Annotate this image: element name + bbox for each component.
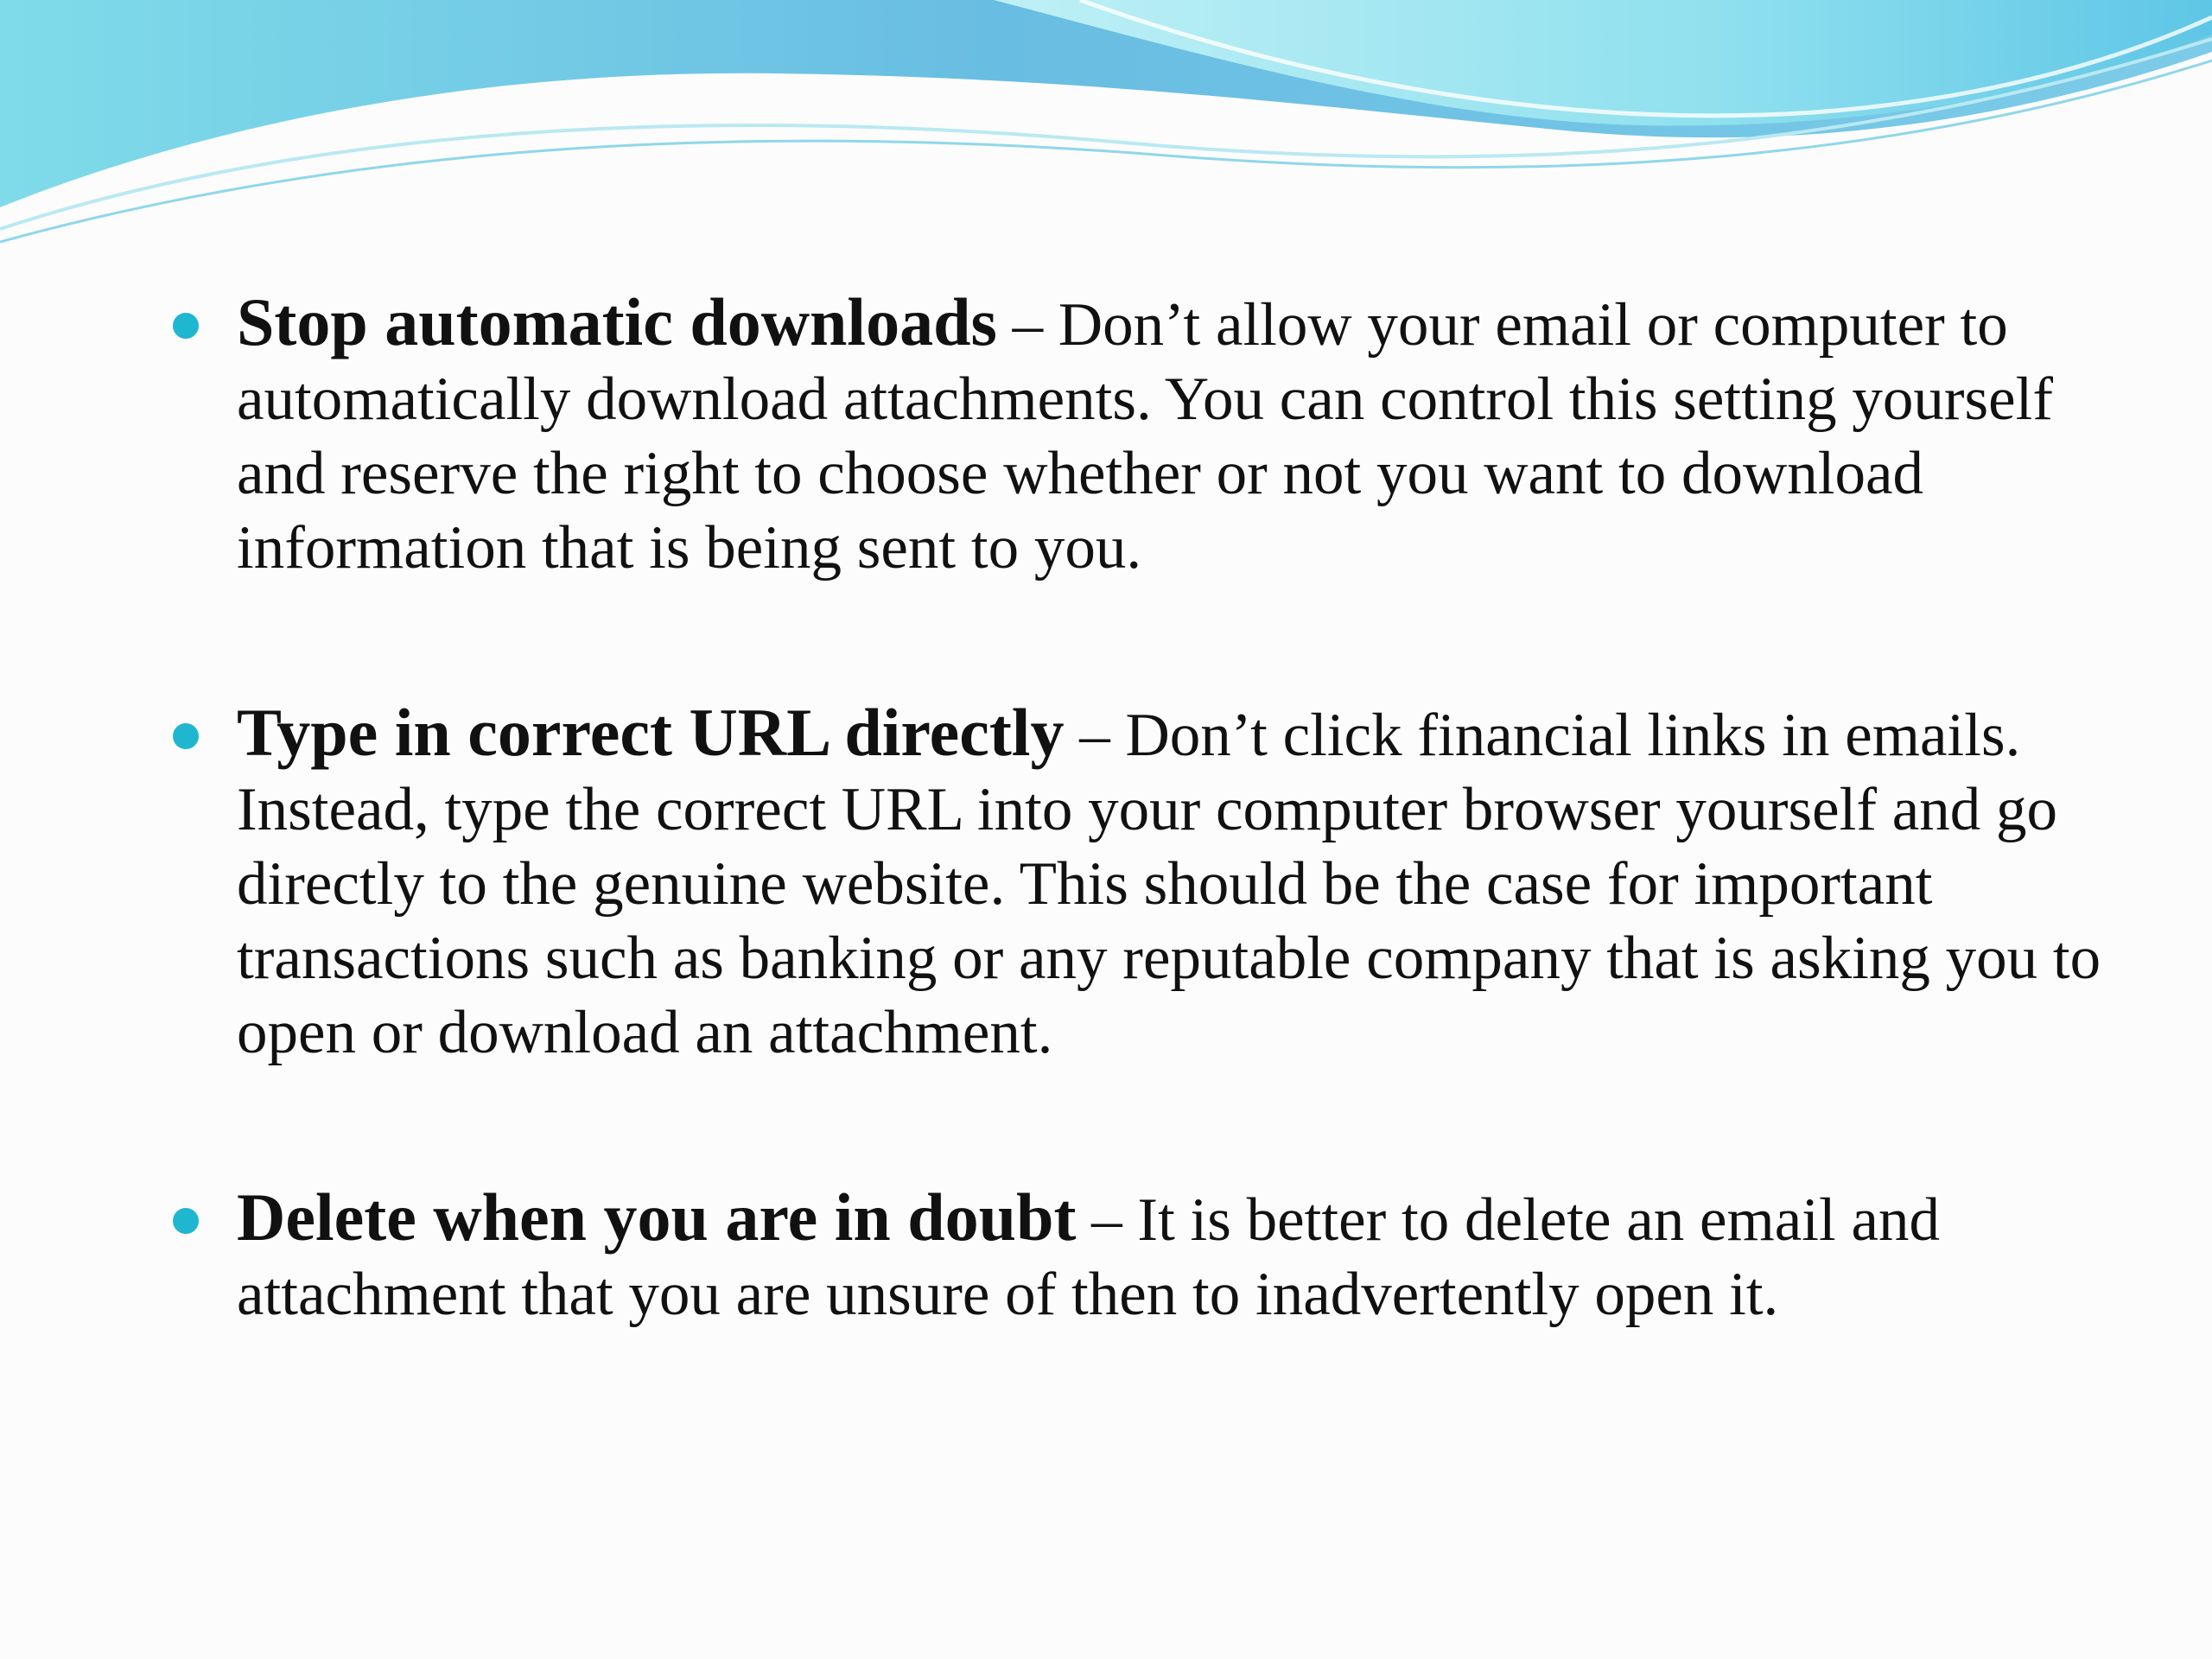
bullet-term: Delete when you are in doubt	[237, 1179, 1077, 1255]
header-wave-decoration	[0, 0, 2212, 276]
bullet-dot-icon	[173, 313, 199, 339]
bullet-text: It is better to delete an email and attachment that you are unsure of then to inadvertently open it.	[237, 1186, 1940, 1328]
bullet-dot-icon	[173, 723, 199, 749]
bullet-item-type-correct-url	[173, 696, 2108, 1070]
bullet-separator: –	[1064, 702, 1126, 769]
bullet-separator: –	[1076, 1186, 1138, 1254]
bullet-term: Stop automatic downloads	[237, 284, 997, 359]
bullet-text: Don’t click financial links in emails. Instead, type the correct URL into your computer browser yourself and go directly to the genuine website. This should be the case for important transactions such as banking or any reputable company that is asking you to open or download an attachment.	[237, 702, 2101, 1066]
bullet-text: Don’t allow your email or computer to automatically download attachments. You can control this setting yourself and reserve the right to choose whether or not you want to download information that is being sent to you.	[237, 291, 2053, 582]
bullet-item-stop-automatic-downloads	[173, 285, 2108, 585]
bullet-list	[173, 285, 2108, 1442]
bullet-item-delete-when-in-doubt	[173, 1180, 2108, 1332]
bullet-separator: –	[996, 291, 1058, 359]
bullet-dot-icon	[173, 1208, 199, 1234]
bullet-term: Type in correct URL directly	[237, 695, 1065, 770]
